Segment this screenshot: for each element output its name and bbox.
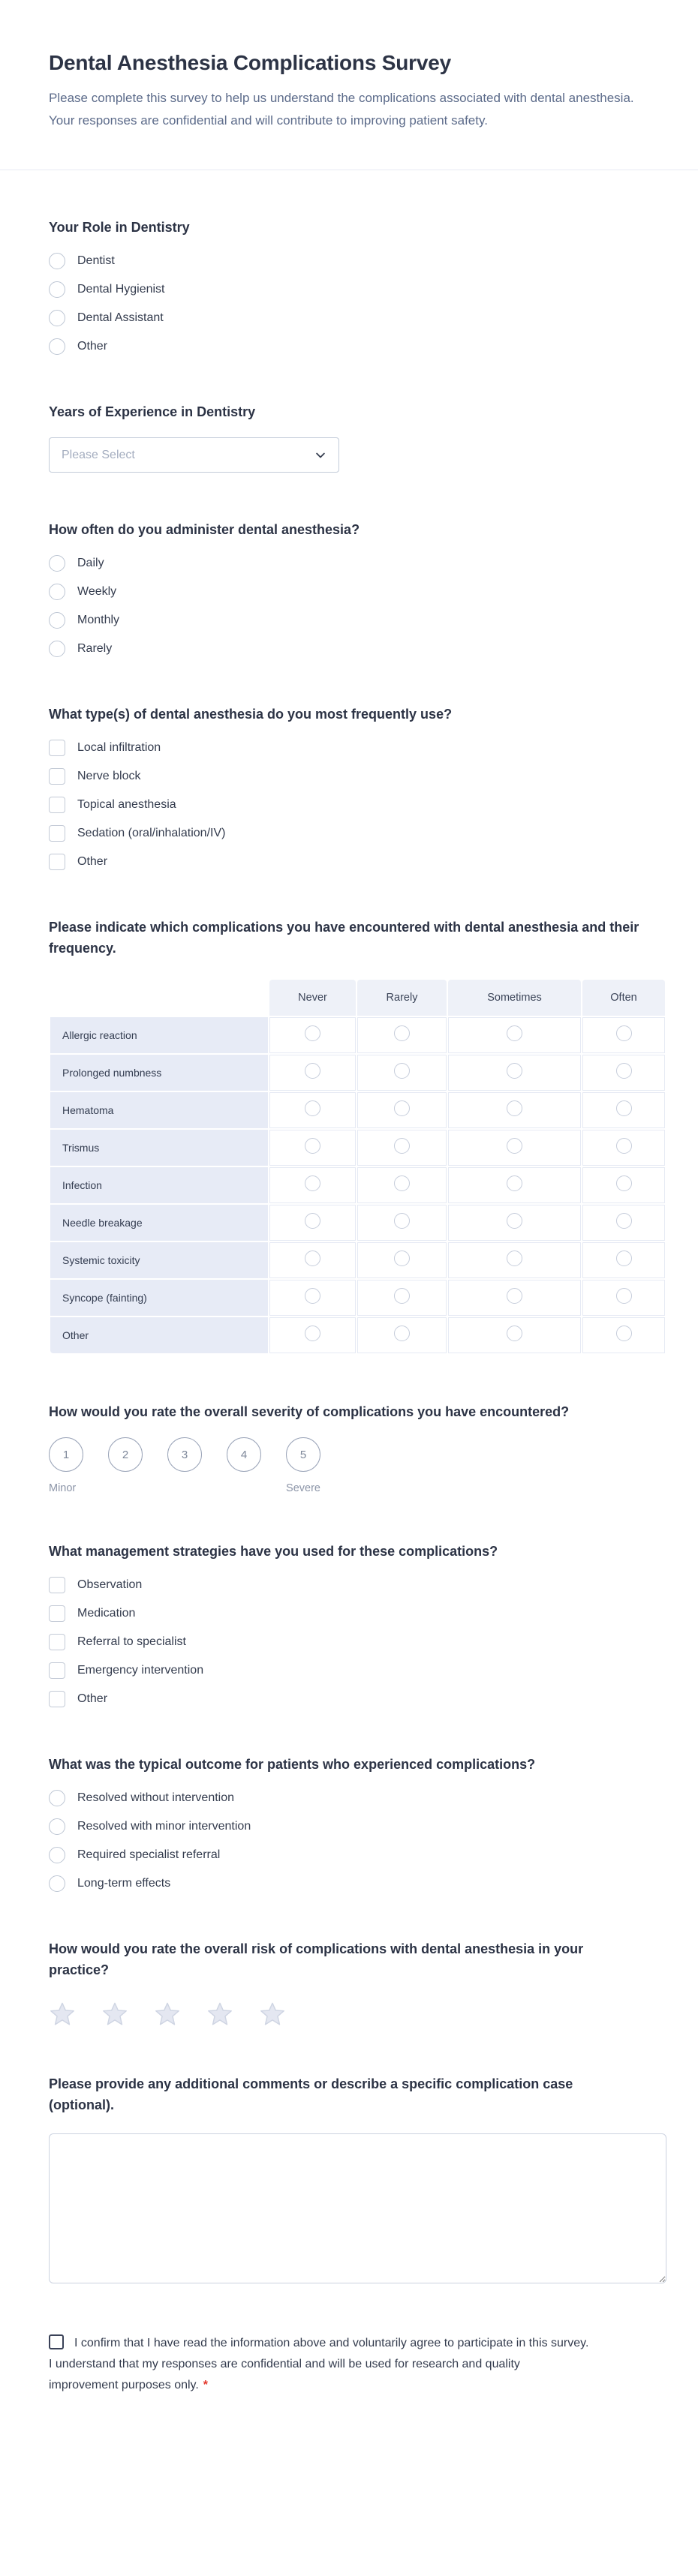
radio-input[interactable]: [394, 1063, 410, 1079]
matrix-cell[interactable]: [582, 1280, 665, 1316]
checkbox-input[interactable]: [49, 1662, 65, 1679]
radio-group: [49, 1790, 666, 1892]
matrix-cell[interactable]: [448, 1205, 581, 1241]
option-label: Dentist: [77, 254, 115, 267]
radio-input[interactable]: [507, 1213, 522, 1229]
matrix-row: [50, 1242, 665, 1278]
matrix-row-label: Infection: [50, 1167, 268, 1203]
option-label: Daily: [77, 557, 104, 569]
option-label: Topical anesthesia: [77, 798, 176, 811]
option-label: Resolved with minor intervention: [77, 1820, 251, 1833]
radio-input[interactable]: [49, 338, 65, 355]
checkbox-input[interactable]: [49, 825, 65, 842]
comments-textarea[interactable]: [49, 2133, 666, 2283]
radio-input[interactable]: [616, 1288, 632, 1304]
matrix-row-label: Other: [50, 1317, 268, 1353]
option-label: Rarely: [77, 642, 113, 655]
checkbox-option[interactable]: [49, 797, 666, 813]
matrix-cell[interactable]: [582, 1017, 665, 1053]
checkbox-group: [49, 740, 666, 870]
checkbox-input[interactable]: [49, 1605, 65, 1622]
scale-option[interactable]: 3: [167, 1437, 202, 1472]
consent-text: I confirm that I have read the information above and voluntarily agree to participate in this survey. I understand that my responses are confidential and will be used for research and quality improvement purposes only.: [49, 2337, 589, 2391]
radio-input[interactable]: [616, 1250, 632, 1266]
matrix-row: [50, 1130, 665, 1166]
option-label: Monthly: [77, 614, 120, 626]
radio-input[interactable]: [49, 1818, 65, 1835]
radio-option[interactable]: [49, 612, 666, 629]
matrix-cell[interactable]: [269, 1317, 356, 1353]
option-label: Nerve block: [77, 770, 141, 782]
option-label: Referral to specialist: [77, 1635, 186, 1648]
matrix-column-header: Often: [582, 980, 665, 1016]
question-label: Years of Experience in Dentistry: [49, 404, 256, 419]
matrix-cell[interactable]: [357, 1092, 447, 1128]
checkbox-option[interactable]: [49, 1662, 666, 1679]
radio-input[interactable]: [305, 1175, 320, 1191]
radio-input[interactable]: [616, 1138, 632, 1154]
matrix-cell[interactable]: [357, 1167, 447, 1203]
checkbox-input[interactable]: [49, 1577, 65, 1593]
radio-input[interactable]: [616, 1025, 632, 1041]
checkbox-input[interactable]: [49, 740, 65, 756]
matrix-cell[interactable]: [582, 1205, 665, 1241]
radio-option[interactable]: [49, 584, 666, 600]
matrix-cell[interactable]: [448, 1317, 581, 1353]
matrix-cell[interactable]: [357, 1280, 447, 1316]
checkbox-input[interactable]: [49, 1691, 65, 1707]
matrix-cell[interactable]: [448, 1167, 581, 1203]
radio-option[interactable]: [49, 253, 666, 269]
checkbox-option[interactable]: [49, 854, 666, 870]
option-label: Weekly: [77, 585, 117, 598]
radio-input[interactable]: [616, 1326, 632, 1341]
question-risk: [49, 1938, 666, 2027]
star-icon[interactable]: [154, 2001, 181, 2027]
matrix-cell[interactable]: [269, 1130, 356, 1166]
matrix-row-label: Needle breakage: [50, 1205, 268, 1241]
radio-input[interactable]: [507, 1063, 522, 1079]
star-icon[interactable]: [259, 2001, 286, 2027]
matrix-row-label: Prolonged numbness: [50, 1055, 268, 1091]
radio-option[interactable]: [49, 1847, 666, 1863]
page-title: Dental Anesthesia Complications Survey: [49, 51, 451, 74]
matrix-cell[interactable]: [582, 1092, 665, 1128]
matrix-row-label: Syncope (fainting): [50, 1280, 268, 1316]
matrix-cell[interactable]: [448, 1055, 581, 1091]
radio-input[interactable]: [305, 1288, 320, 1304]
matrix-cell[interactable]: [582, 1167, 665, 1203]
checkbox-input[interactable]: [49, 768, 65, 785]
radio-input[interactable]: [394, 1175, 410, 1191]
option-label: Long-term effects: [77, 1877, 171, 1890]
matrix-cell[interactable]: [582, 1130, 665, 1166]
chevron-down-icon: [314, 449, 326, 461]
scale-max-label: Severe: [286, 1482, 320, 1494]
option-label: Resolved without intervention: [77, 1791, 235, 1804]
option-label: Medication: [77, 1607, 136, 1620]
question-comments: [49, 2073, 666, 2283]
radio-input[interactable]: [49, 555, 65, 572]
question-label: What type(s) of dental anesthesia do you most frequently use?: [49, 707, 453, 722]
radio-input[interactable]: [394, 1288, 410, 1304]
radio-input[interactable]: [305, 1100, 320, 1116]
radio-input[interactable]: [49, 281, 65, 298]
matrix-column-header: Rarely: [357, 980, 447, 1016]
radio-input[interactable]: [49, 1875, 65, 1892]
checkbox-input[interactable]: [49, 797, 65, 813]
star-icon[interactable]: [101, 2001, 128, 2027]
question-label: How would you rate the overall severity of complications you have encountered?: [49, 1404, 570, 1419]
option-label: Emergency intervention: [77, 1664, 204, 1677]
matrix-cell[interactable]: [357, 1017, 447, 1053]
option-label: Sedation (oral/inhalation/IV): [77, 827, 226, 839]
radio-input[interactable]: [394, 1138, 410, 1154]
checkbox-option[interactable]: [49, 768, 666, 785]
question-label: What was the typical outcome for patients who experienced complications?: [49, 1757, 536, 1772]
radio-option[interactable]: [49, 281, 666, 298]
consent-checkbox[interactable]: [49, 2334, 64, 2349]
radio-input[interactable]: [507, 1138, 522, 1154]
matrix-cell[interactable]: [269, 1242, 356, 1278]
matrix-cell[interactable]: [448, 1092, 581, 1128]
question-label: Your Role in Dentistry: [49, 220, 190, 235]
radio-input[interactable]: [305, 1063, 320, 1079]
radio-option[interactable]: [49, 338, 666, 355]
matrix-cell[interactable]: [357, 1317, 447, 1353]
scale-min-label: Minor: [49, 1482, 77, 1494]
matrix-cell[interactable]: [448, 1130, 581, 1166]
radio-option[interactable]: [49, 555, 666, 572]
question-severity: [49, 1401, 666, 1494]
option-label: Other: [77, 1692, 108, 1705]
question-label: How would you rate the overall risk of complications with dental anesthesia in your practice?: [49, 1941, 584, 1977]
experience-select[interactable]: [49, 437, 339, 473]
matrix-column-header: Never: [269, 980, 356, 1016]
matrix-cell[interactable]: [269, 1205, 356, 1241]
matrix-row: [50, 1017, 665, 1053]
question-experience: [49, 401, 666, 473]
radio-input[interactable]: [49, 584, 65, 600]
radio-input[interactable]: [394, 1250, 410, 1266]
radio-input[interactable]: [616, 1100, 632, 1116]
radio-input[interactable]: [49, 253, 65, 269]
radio-input[interactable]: [507, 1250, 522, 1266]
radio-input[interactable]: [49, 1790, 65, 1806]
scale-group: [49, 1437, 666, 1472]
consent-section: [49, 2333, 589, 2396]
star-icon[interactable]: [206, 2001, 233, 2027]
radio-input[interactable]: [49, 612, 65, 629]
matrix-cell[interactable]: [448, 1017, 581, 1053]
matrix-column-header: Sometimes: [448, 980, 581, 1016]
option-label: Dental Hygienist: [77, 283, 165, 296]
radio-group: [49, 253, 666, 355]
matrix-cell[interactable]: [269, 1280, 356, 1316]
matrix-row-label: Systemic toxicity: [50, 1242, 268, 1278]
radio-option[interactable]: [49, 641, 666, 657]
checkbox-option[interactable]: [49, 1691, 666, 1707]
scale-option[interactable]: 1: [49, 1437, 83, 1472]
matrix-row-label: Allergic reaction: [50, 1017, 268, 1053]
matrix-row: [50, 1317, 665, 1353]
question-label: Please indicate which complications you have encountered with dental anesthesia and their frequency.: [49, 920, 639, 956]
checkbox-option[interactable]: [49, 1634, 666, 1650]
radio-input[interactable]: [507, 1100, 522, 1116]
radio-input[interactable]: [305, 1138, 320, 1154]
checkbox-input[interactable]: [49, 1634, 65, 1650]
checkbox-option[interactable]: [49, 825, 666, 842]
radio-input[interactable]: [507, 1326, 522, 1341]
page-description: Please complete this survey to help us understand the complications associated with dental anesthesia. Your responses are confidential and will contribute to improving patient safety.: [49, 91, 634, 128]
matrix-row: [50, 1205, 665, 1241]
matrix-row: [50, 1092, 665, 1128]
checkbox-option[interactable]: [49, 740, 666, 756]
radio-input[interactable]: [507, 1025, 522, 1041]
radio-input[interactable]: [394, 1213, 410, 1229]
matrix-row-label: Hematoma: [50, 1092, 268, 1128]
checkbox-option[interactable]: [49, 1577, 666, 1593]
select-placeholder: Please Select: [62, 448, 135, 461]
checkbox-group: [49, 1577, 666, 1707]
matrix-cell[interactable]: [269, 1092, 356, 1128]
radio-input[interactable]: [394, 1326, 410, 1341]
radio-input[interactable]: [616, 1063, 632, 1079]
matrix-cell[interactable]: [357, 1055, 447, 1091]
scale-labels: [49, 1482, 320, 1494]
star-rating: [49, 2001, 666, 2027]
radio-input[interactable]: [616, 1213, 632, 1229]
checkbox-input[interactable]: [49, 854, 65, 870]
matrix-row-label: Trismus: [50, 1130, 268, 1166]
complications-matrix: [49, 978, 666, 1355]
radio-input[interactable]: [616, 1175, 632, 1191]
star-icon[interactable]: [49, 2001, 76, 2027]
matrix-cell[interactable]: [448, 1242, 581, 1278]
matrix-cell[interactable]: [357, 1130, 447, 1166]
question-complications-matrix: [49, 917, 666, 1355]
matrix-cell[interactable]: [448, 1280, 581, 1316]
radio-option[interactable]: [49, 1818, 666, 1835]
matrix-cell[interactable]: [357, 1242, 447, 1278]
question-label: Please provide any additional comments or describe a specific complication case (optional).: [49, 2076, 573, 2112]
radio-option[interactable]: [49, 1875, 666, 1892]
radio-input[interactable]: [305, 1326, 320, 1341]
option-label: Observation: [77, 1578, 143, 1591]
radio-input[interactable]: [394, 1025, 410, 1041]
question-frequency: [49, 519, 666, 657]
matrix-corner-cell: [50, 980, 268, 1016]
radio-input[interactable]: [305, 1025, 320, 1041]
matrix-cell[interactable]: [357, 1205, 447, 1241]
required-asterisk: *: [203, 2379, 209, 2391]
radio-option[interactable]: [49, 310, 666, 326]
consent-option[interactable]: [49, 2337, 588, 2391]
scale-option[interactable]: 4: [227, 1437, 261, 1472]
matrix-row: [50, 1055, 665, 1091]
matrix-cell[interactable]: [582, 1055, 665, 1091]
matrix-row: [50, 1280, 665, 1316]
radio-input[interactable]: [49, 641, 65, 657]
radio-input[interactable]: [394, 1100, 410, 1116]
scale-option[interactable]: 5: [286, 1437, 320, 1472]
radio-input[interactable]: [49, 310, 65, 326]
matrix-cell[interactable]: [269, 1055, 356, 1091]
matrix-cell[interactable]: [269, 1017, 356, 1053]
radio-input[interactable]: [305, 1213, 320, 1229]
checkbox-option[interactable]: [49, 1605, 666, 1622]
matrix-cell[interactable]: [582, 1242, 665, 1278]
radio-option[interactable]: [49, 1790, 666, 1806]
radio-input[interactable]: [507, 1175, 522, 1191]
radio-input[interactable]: [507, 1288, 522, 1304]
option-label: Other: [77, 855, 108, 868]
matrix-row: [50, 1167, 665, 1203]
matrix-cell[interactable]: [582, 1317, 665, 1353]
radio-input[interactable]: [305, 1250, 320, 1266]
option-label: Dental Assistant: [77, 311, 164, 324]
question-outcome: [49, 1754, 666, 1892]
matrix-cell[interactable]: [269, 1167, 356, 1203]
question-label: What management strategies have you used for these complications?: [49, 1544, 498, 1559]
option-label: Required specialist referral: [77, 1848, 221, 1861]
question-label: How often do you administer dental anesthesia?: [49, 522, 360, 537]
radio-group: [49, 555, 666, 657]
option-label: Other: [77, 340, 108, 353]
question-management: [49, 1541, 666, 1707]
question-types: [49, 704, 666, 870]
radio-input[interactable]: [49, 1847, 65, 1863]
option-label: Local infiltration: [77, 741, 161, 754]
scale-option[interactable]: 2: [108, 1437, 143, 1472]
question-role: [49, 217, 666, 355]
